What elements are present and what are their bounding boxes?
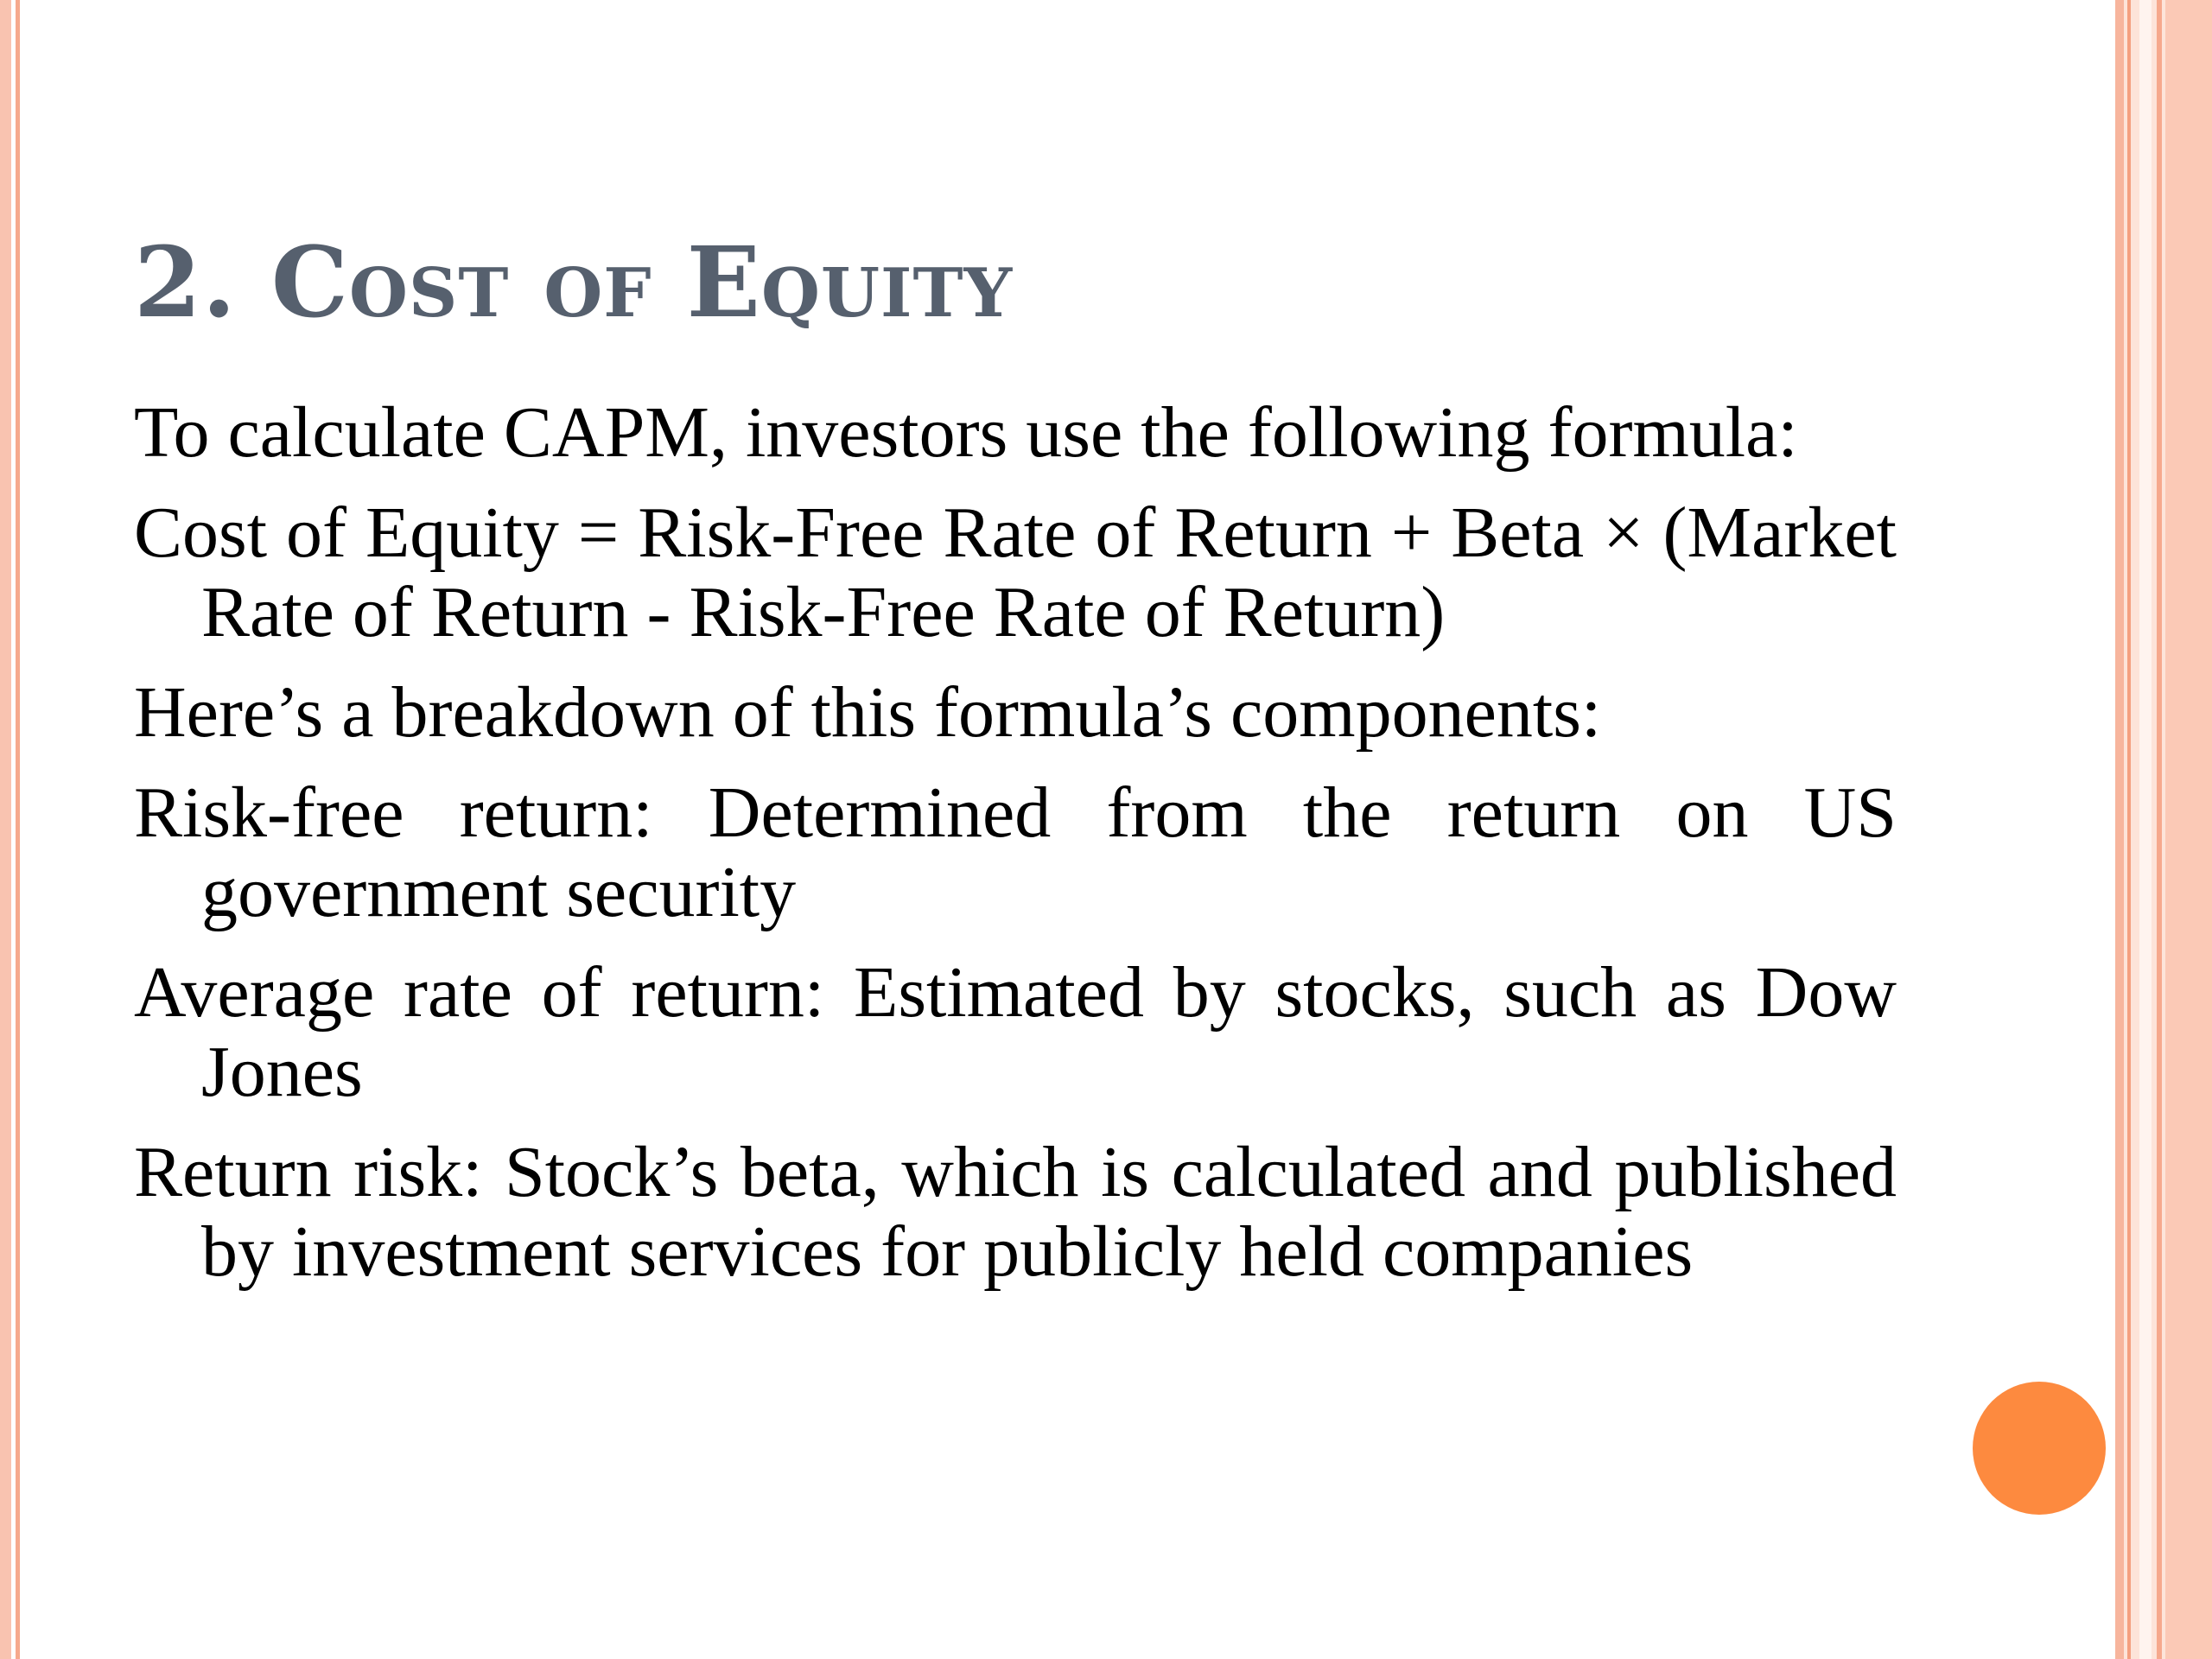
accent-circle bbox=[1973, 1382, 2106, 1515]
body-paragraph: To calculate CAPM, investors use the following formula: bbox=[134, 392, 1798, 473]
right-border-gap bbox=[2139, 0, 2152, 1659]
right-border-stripe bbox=[2165, 0, 2212, 1659]
right-border-line bbox=[2157, 0, 2162, 1659]
slide-body bbox=[134, 393, 1897, 1313]
right-border-line bbox=[2127, 0, 2131, 1659]
body-paragraph: Cost of Equity = Risk-Free Rate of Return + Beta × (Market Rate of Return - Risk-Free Rate of Return) bbox=[134, 493, 1897, 652]
left-border-stripe bbox=[0, 0, 11, 1659]
slide-title: 2. Cost of Equity bbox=[134, 226, 1014, 340]
body-paragraph: Return risk: Stock’s beta, which is calculated and published by investment services for publicly held companies bbox=[134, 1132, 1897, 1292]
body-paragraph: Here’s a breakdown of this formula’s components: bbox=[134, 672, 1602, 753]
body-paragraph: Average rate of return: Estimated by stocks, such as Dow Jones bbox=[134, 952, 1897, 1112]
left-border-line bbox=[16, 0, 20, 1659]
body-paragraph: Risk-free return: Determined from the return on US government security bbox=[134, 772, 1897, 932]
right-border-stripe bbox=[2115, 0, 2124, 1659]
